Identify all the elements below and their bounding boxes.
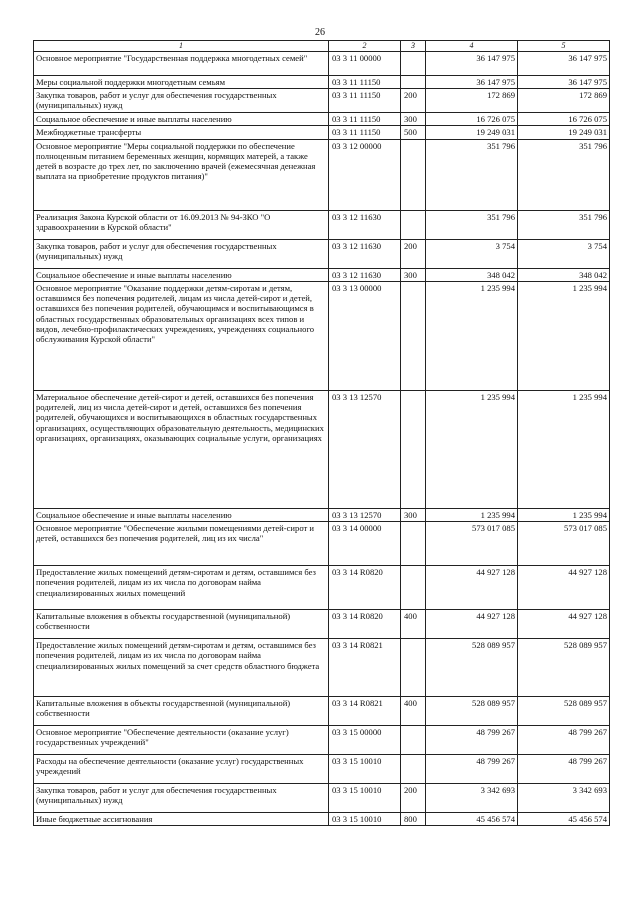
row-value-col4-cell: 36 147 975 [426, 51, 518, 75]
row-name-cell: Меры социальной поддержки многодетным семьям [34, 75, 329, 88]
row-value-col4-cell: 172 869 [426, 88, 518, 112]
row-code-cell: 03 3 15 10010 [329, 755, 401, 784]
table-row [34, 522, 610, 566]
row-name-cell: Основное мероприятие "Оказание поддержки детям-сиротам и детям, оставшимся без попечения родителей, лицам из числа детей-сирот и детей, оставшихся без попечения родителей, обучающимся и воспитывающимся в областных государственных образовательных организациях всех типов и видов, лечебно-профилактических учреждениях, учреждениях социального обслуживания Курской области" [34, 281, 329, 390]
row-value-col4-cell: 19 249 031 [426, 126, 518, 139]
row-code-cell: 03 3 14 R0820 [329, 610, 401, 639]
row-value-col5-cell: 528 089 957 [518, 639, 610, 697]
row-value-col5-cell: 172 869 [518, 88, 610, 112]
row-type-cell [401, 210, 426, 239]
table-row [34, 610, 610, 639]
row-value-col5-cell: 351 796 [518, 210, 610, 239]
row-value-col4-cell: 3 754 [426, 239, 518, 268]
row-code-cell: 03 3 15 10010 [329, 813, 401, 826]
row-value-col5-cell: 48 799 267 [518, 755, 610, 784]
row-value-col5-cell: 44 927 128 [518, 610, 610, 639]
row-type-cell: 300 [401, 112, 426, 125]
table-row [34, 51, 610, 75]
row-code-cell: 03 3 14 R0820 [329, 566, 401, 610]
row-name-cell: Основное мероприятие "Меры социальной поддержки по обеспечение полноценным питанием беременных женщин, кормящих матерей, а также детей в возрасте до трех лет, по заключению врачей (ежемесячная денежная выплата на приобретение продуктов питания)" [34, 139, 329, 210]
row-name-cell: Социальное обеспечение и иные выплаты населению [34, 112, 329, 125]
column-header-5: 5 [518, 41, 610, 52]
row-code-cell: 03 3 15 00000 [329, 726, 401, 755]
row-code-cell: 03 3 13 12570 [329, 390, 401, 508]
row-value-col4-cell: 1 235 994 [426, 281, 518, 390]
column-header-2: 2 [329, 41, 401, 52]
row-value-col5-cell: 48 799 267 [518, 726, 610, 755]
table-row [34, 126, 610, 139]
table-row [34, 112, 610, 125]
row-type-cell [401, 139, 426, 210]
table-header-row [34, 41, 610, 52]
budget-table [33, 40, 610, 826]
row-code-cell: 03 3 13 12570 [329, 508, 401, 521]
row-name-cell: Социальное обеспечение и иные выплаты населению [34, 508, 329, 521]
row-type-cell [401, 566, 426, 610]
row-name-cell: Реализация Закона Курской области от 16.09.2013 № 94-ЗКО "О здравоохранении в Курской области" [34, 210, 329, 239]
row-value-col5-cell: 1 235 994 [518, 281, 610, 390]
table-row [34, 139, 610, 210]
row-name-cell: Социальное обеспечение и иные выплаты населению [34, 268, 329, 281]
row-type-cell [401, 522, 426, 566]
row-value-col5-cell: 573 017 085 [518, 522, 610, 566]
row-code-cell: 03 3 12 11630 [329, 239, 401, 268]
row-code-cell: 03 3 12 00000 [329, 139, 401, 210]
row-name-cell: Основное мероприятие "Государственная поддержка многодетных семей" [34, 51, 329, 75]
table-row [34, 239, 610, 268]
row-value-col5-cell: 348 042 [518, 268, 610, 281]
row-value-col4-cell: 16 726 075 [426, 112, 518, 125]
row-code-cell: 03 3 11 00000 [329, 51, 401, 75]
table-row [34, 639, 610, 697]
table-row [34, 784, 610, 813]
row-type-cell: 400 [401, 610, 426, 639]
row-value-col4-cell: 45 456 574 [426, 813, 518, 826]
row-type-cell [401, 75, 426, 88]
row-value-col4-cell: 44 927 128 [426, 566, 518, 610]
row-value-col4-cell: 44 927 128 [426, 610, 518, 639]
row-value-col4-cell: 1 235 994 [426, 508, 518, 521]
row-code-cell: 03 3 14 R0821 [329, 639, 401, 697]
table-row [34, 508, 610, 521]
row-code-cell: 03 3 12 11630 [329, 210, 401, 239]
row-type-cell [401, 51, 426, 75]
row-type-cell: 200 [401, 784, 426, 813]
row-type-cell: 400 [401, 697, 426, 726]
row-code-cell: 03 3 11 11150 [329, 126, 401, 139]
table-row [34, 566, 610, 610]
row-value-col4-cell: 48 799 267 [426, 726, 518, 755]
table-row [34, 268, 610, 281]
row-value-col4-cell: 528 089 957 [426, 697, 518, 726]
row-type-cell: 200 [401, 239, 426, 268]
row-type-cell [401, 639, 426, 697]
row-value-col4-cell: 48 799 267 [426, 755, 518, 784]
row-value-col5-cell: 3 754 [518, 239, 610, 268]
row-type-cell: 300 [401, 508, 426, 521]
table-row [34, 813, 610, 826]
row-value-col5-cell: 3 342 693 [518, 784, 610, 813]
row-value-col4-cell: 36 147 975 [426, 75, 518, 88]
table-row [34, 210, 610, 239]
row-type-cell [401, 281, 426, 390]
row-value-col4-cell: 348 042 [426, 268, 518, 281]
row-type-cell: 800 [401, 813, 426, 826]
row-name-cell: Капитальные вложения в объекты государственной (муниципальной) собственности [34, 697, 329, 726]
row-name-cell: Основное мероприятие "Обеспечение деятельности (оказание услуг) государственных учреждений" [34, 726, 329, 755]
row-value-col5-cell: 1 235 994 [518, 508, 610, 521]
row-code-cell: 03 3 13 00000 [329, 281, 401, 390]
row-value-col4-cell: 3 342 693 [426, 784, 518, 813]
row-value-col5-cell: 44 927 128 [518, 566, 610, 610]
row-name-cell: Закупка товаров, работ и услуг для обеспечения государственных (муниципальных) нужд [34, 784, 329, 813]
row-value-col4-cell: 351 796 [426, 139, 518, 210]
column-header-1: 1 [34, 41, 329, 52]
table-row [34, 281, 610, 390]
row-type-cell: 500 [401, 126, 426, 139]
row-value-col4-cell: 573 017 085 [426, 522, 518, 566]
row-value-col5-cell: 36 147 975 [518, 75, 610, 88]
row-value-col5-cell: 528 089 957 [518, 697, 610, 726]
row-name-cell: Предоставление жилых помещений детям-сиротам и детям, оставшимся без попечения родителей, лицам из их числа по договорам найма специализированных жилых помещений [34, 566, 329, 610]
row-code-cell: 03 3 11 11150 [329, 75, 401, 88]
table-row [34, 726, 610, 755]
row-value-col4-cell: 528 089 957 [426, 639, 518, 697]
row-name-cell: Предоставление жилых помещений детям-сиротам и детям, оставшимся без попечения родителей, лицам из их числа по договорам найма специализированных жилых помещений за счет средств областного бюджета [34, 639, 329, 697]
page-number: 26 [315, 27, 325, 38]
row-name-cell: Закупка товаров, работ и услуг для обеспечения государственных (муниципальных) нужд [34, 239, 329, 268]
row-value-col5-cell: 16 726 075 [518, 112, 610, 125]
row-name-cell: Материальное обеспечение детей-сирот и детей, оставшихся без попечения родителей, лиц из числа детей-сирот и детей, оставшихся без попечения родителей, обучающихся и воспитывающихся в областных государственных организациях, осуществляющих образовательную деятельность, медицинских организациях, организациях, оказывающих социальные услуги, организациях [34, 390, 329, 508]
row-type-cell [401, 755, 426, 784]
row-value-col5-cell: 45 456 574 [518, 813, 610, 826]
row-value-col5-cell: 19 249 031 [518, 126, 610, 139]
row-code-cell: 03 3 15 10010 [329, 784, 401, 813]
table-row [34, 88, 610, 112]
row-type-cell [401, 390, 426, 508]
table-row [34, 390, 610, 508]
row-type-cell: 200 [401, 88, 426, 112]
row-value-col4-cell: 351 796 [426, 210, 518, 239]
row-value-col5-cell: 36 147 975 [518, 51, 610, 75]
row-name-cell: Расходы на обеспечение деятельности (оказание услуг) государственных учреждений [34, 755, 329, 784]
row-name-cell: Основное мероприятие "Обеспечение жилыми помещениями детей-сирот и детей, оставшихся без попечения родителей, лиц из их числа" [34, 522, 329, 566]
row-code-cell: 03 3 11 11150 [329, 112, 401, 125]
row-name-cell: Межбюджетные трансферты [34, 126, 329, 139]
table-row [34, 697, 610, 726]
row-value-col4-cell: 1 235 994 [426, 390, 518, 508]
row-code-cell: 03 3 14 00000 [329, 522, 401, 566]
row-name-cell: Закупка товаров, работ и услуг для обеспечения государственных (муниципальных) нужд [34, 88, 329, 112]
row-type-cell: 300 [401, 268, 426, 281]
row-name-cell: Капитальные вложения в объекты государственной (муниципальной) собственности [34, 610, 329, 639]
row-name-cell: Иные бюджетные ассигнования [34, 813, 329, 826]
table-row [34, 75, 610, 88]
row-value-col5-cell: 351 796 [518, 139, 610, 210]
column-header-3: 3 [401, 41, 426, 52]
column-header-4: 4 [426, 41, 518, 52]
row-type-cell [401, 726, 426, 755]
row-code-cell: 03 3 11 11150 [329, 88, 401, 112]
row-code-cell: 03 3 14 R0821 [329, 697, 401, 726]
table-row [34, 755, 610, 784]
row-code-cell: 03 3 12 11630 [329, 268, 401, 281]
row-value-col5-cell: 1 235 994 [518, 390, 610, 508]
